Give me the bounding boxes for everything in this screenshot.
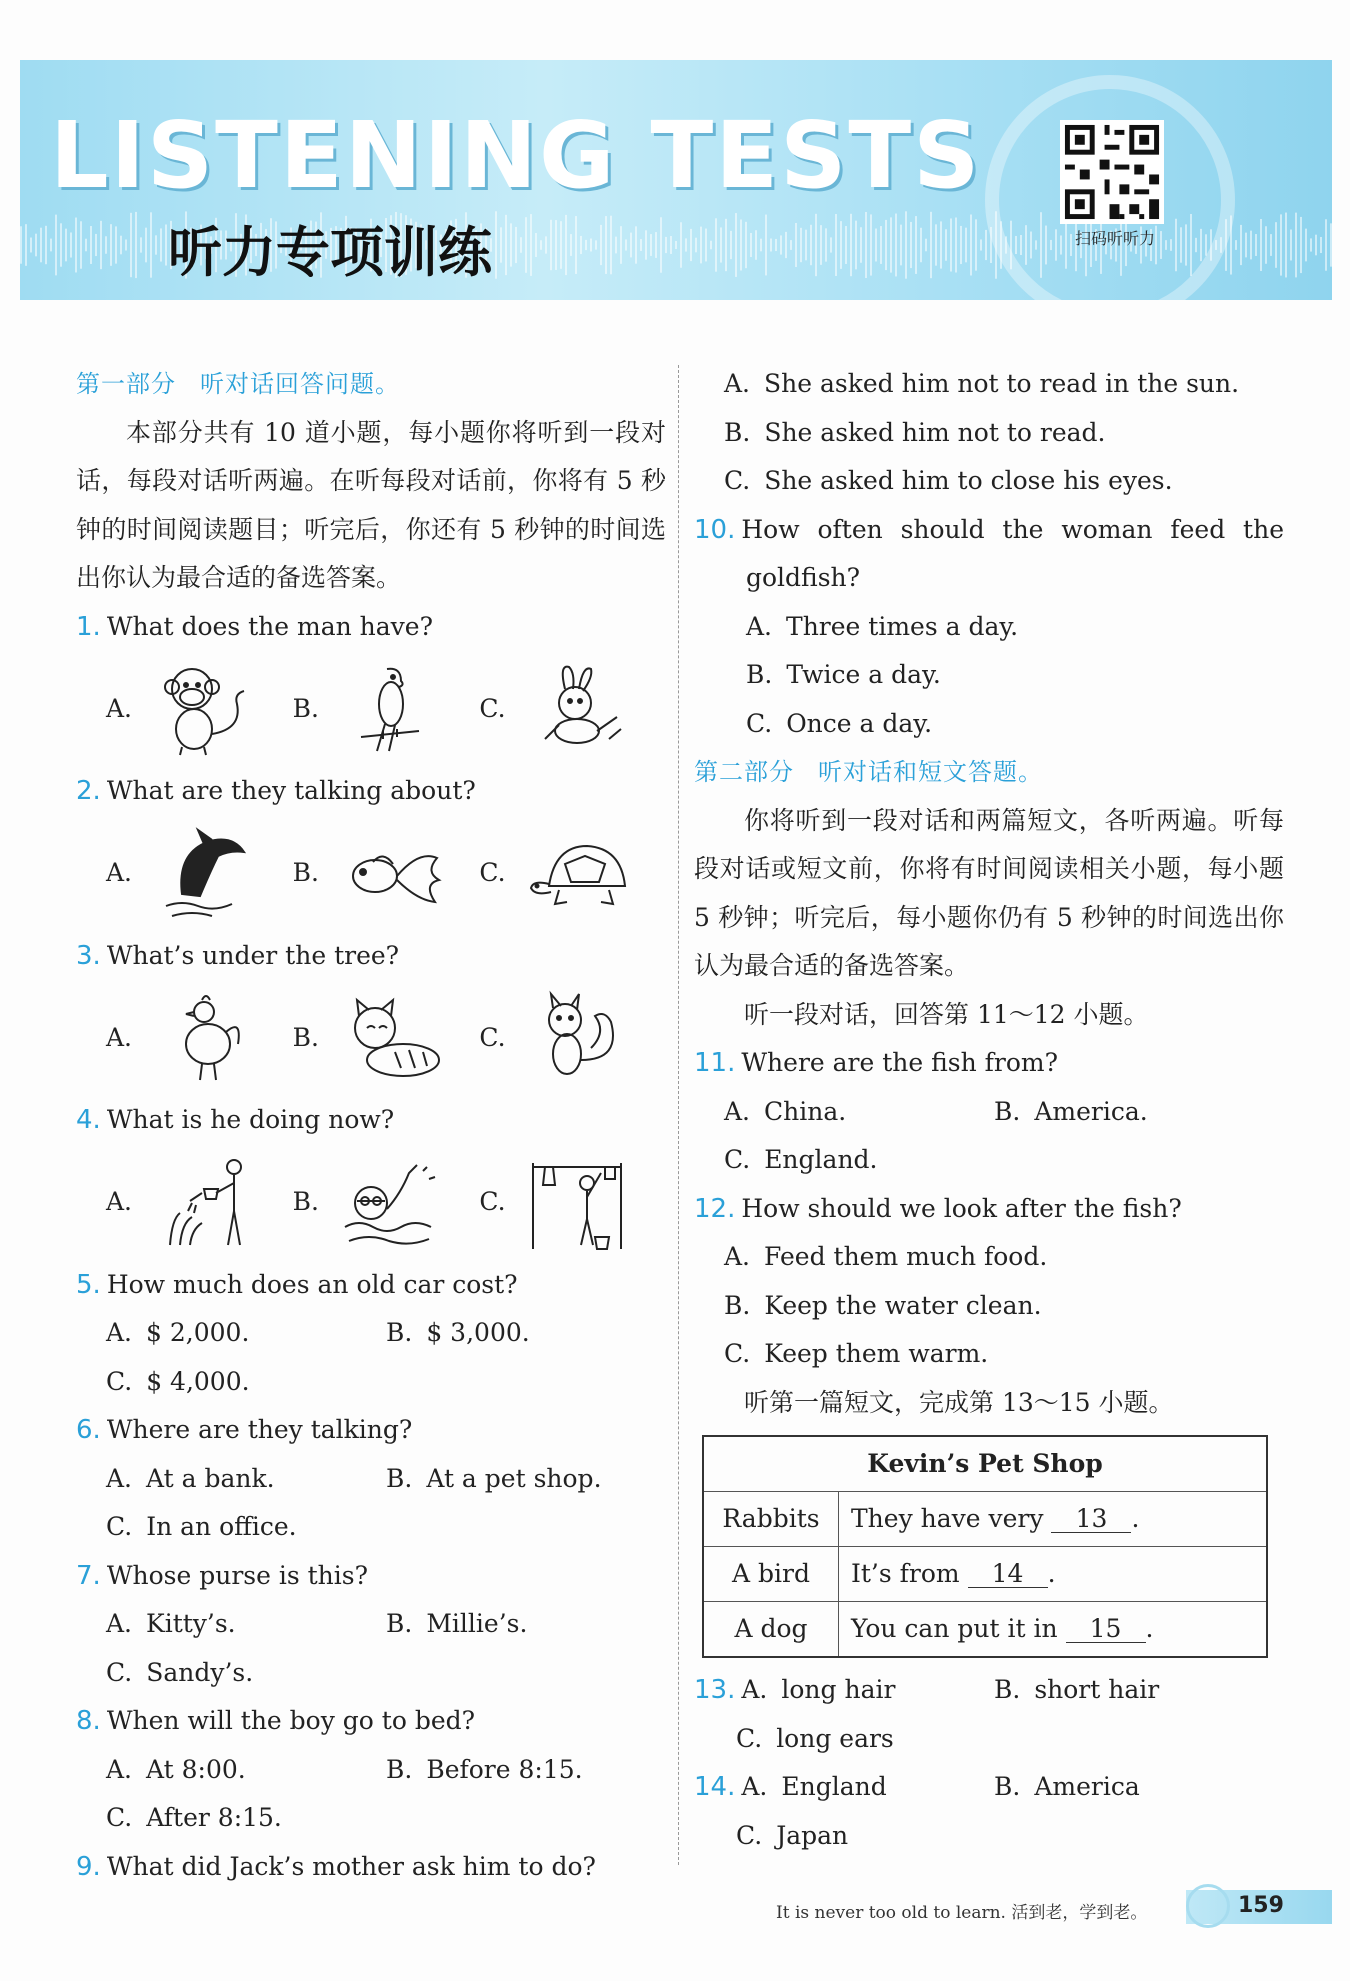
option-c[interactable]: C. She asked him to close his eyes. xyxy=(724,466,1173,495)
answer-blank[interactable]: 13 xyxy=(1051,1506,1131,1533)
question-number: 12. xyxy=(694,1193,736,1224)
question-number: 4. xyxy=(76,1105,101,1135)
row-label: Rabbits xyxy=(703,1492,839,1547)
question-text: When will the boy go to bed? xyxy=(106,1706,476,1735)
cat-icon xyxy=(339,988,449,1088)
hanging-clothes-icon xyxy=(525,1153,635,1253)
question-text: Whose purse is this? xyxy=(106,1560,369,1590)
part2-instructions: 你将听到一段对话和两篇短文，各听两遍。听每段对话或短文前，你将有时间阅读相关小题，每小题 5 秒钟；听完后，每小题你仍有 5 秒钟的时间选出你认为最合适的备选答案。 xyxy=(694,805,1284,980)
question-text: What are they talking about? xyxy=(106,776,476,805)
option-c[interactable]: C. $ 4,000. xyxy=(106,1366,250,1396)
question-12 xyxy=(694,1185,1284,1234)
option-c[interactable]: C. After 8:15. xyxy=(106,1803,282,1832)
row-label: A bird xyxy=(703,1547,839,1602)
question-number: 8. xyxy=(76,1706,101,1736)
question-text: Where are the fish from? xyxy=(741,1048,1059,1077)
swimming-icon xyxy=(339,1153,449,1253)
question-text: Where are they talking? xyxy=(106,1415,413,1444)
question-number: 3. xyxy=(76,940,101,971)
rabbit-icon xyxy=(525,659,635,759)
right-column xyxy=(694,360,1284,1860)
option-a[interactable]: A. xyxy=(106,1153,293,1253)
question-text: How much does an old car cost? xyxy=(106,1269,518,1299)
part1-instructions: 本部分共有 10 道小题，每小题你将听到一段对话，每段对话听两遍。在听每段对话前，你将有 5 秒钟的时间阅读题目；听完后，你还有 5 秒钟的时间选出你认为最合适的备选答案。 xyxy=(76,417,666,592)
question-14-option-c-row xyxy=(694,1812,1284,1861)
option-a[interactable]: A. xyxy=(106,824,293,924)
watering-plants-icon xyxy=(152,1153,262,1253)
question-text: How often should the woman feed the goldfish? xyxy=(741,514,1284,592)
option-b[interactable]: B. At a pet shop. xyxy=(386,1463,602,1493)
part2-title-number: 第二部分 xyxy=(694,758,794,786)
goldfish-icon xyxy=(339,824,449,924)
question-7-options xyxy=(76,1600,666,1697)
question-7 xyxy=(76,1552,666,1601)
option-c[interactable]: C. Japan xyxy=(736,1820,849,1850)
question-text: What does the man have? xyxy=(106,611,434,641)
question-number: 7. xyxy=(76,1560,101,1591)
option-b[interactable]: B. $ 3,000. xyxy=(386,1318,530,1347)
table-row xyxy=(703,1547,1267,1602)
header-banner xyxy=(20,60,1332,300)
option-b[interactable]: B. xyxy=(293,659,480,759)
question-number: 9. xyxy=(76,1851,101,1882)
question-number: 5. xyxy=(76,1269,101,1300)
monkey-icon xyxy=(152,659,262,759)
option-c[interactable]: C. xyxy=(479,824,666,924)
option-b[interactable]: B. America. xyxy=(994,1096,1148,1126)
option-c[interactable]: C. In an office. xyxy=(106,1512,297,1541)
option-c[interactable]: C. Once a day. xyxy=(746,708,933,738)
option-a[interactable]: A. Kitty’s. xyxy=(106,1609,236,1638)
question-13-option-c-row xyxy=(694,1715,1284,1764)
option-c[interactable]: C. Keep them warm. xyxy=(724,1339,989,1368)
option-b[interactable]: B. Before 8:15. xyxy=(386,1754,583,1784)
part2-title xyxy=(694,748,1284,797)
question-4-pictures xyxy=(76,1145,666,1261)
hen-icon xyxy=(152,988,262,1088)
title-chinese: 听力专项训练 xyxy=(168,221,492,284)
question-text: How should we look after the fish? xyxy=(741,1193,1182,1223)
question-5-options xyxy=(76,1309,666,1406)
dialog-instruction: 听一段对话，回答第 11～12 小题。 xyxy=(744,999,1149,1029)
left-column xyxy=(76,360,666,1891)
question-2-pictures xyxy=(76,816,666,932)
option-a[interactable]: A. xyxy=(106,988,293,1088)
option-b[interactable]: B. Millie’s. xyxy=(386,1609,528,1638)
question-9-options xyxy=(694,360,1284,506)
option-a[interactable]: A. At a bank. xyxy=(106,1463,275,1493)
table-row xyxy=(703,1492,1267,1547)
option-b[interactable]: B. xyxy=(293,824,480,924)
option-b[interactable]: B. She asked him not to read. xyxy=(724,417,1106,447)
option-b[interactable]: B. Twice a day. xyxy=(746,660,941,689)
option-c[interactable]: C. long ears xyxy=(736,1723,894,1753)
question-10 xyxy=(694,506,1284,603)
turtle-icon xyxy=(525,824,635,924)
option-b[interactable]: B. xyxy=(293,988,480,1088)
option-c[interactable]: C. xyxy=(479,1153,666,1253)
part1-title-text: 听对话回答问题。 xyxy=(200,370,400,398)
answer-blank[interactable]: 14 xyxy=(968,1561,1048,1588)
page-circle-decoration xyxy=(1186,1884,1230,1928)
question-11-options xyxy=(694,1088,1284,1185)
option-b[interactable]: B. Keep the water clean. xyxy=(724,1290,1042,1320)
question-2 xyxy=(76,767,666,816)
question-11 xyxy=(694,1039,1284,1088)
question-4 xyxy=(76,1096,666,1145)
option-c[interactable]: C. xyxy=(479,659,666,759)
dolphin-icon xyxy=(152,824,262,924)
option-a[interactable]: A. China. xyxy=(724,1096,847,1126)
question-1-pictures xyxy=(76,651,666,767)
question-12-options xyxy=(694,1233,1284,1379)
question-9 xyxy=(76,1843,666,1892)
option-b[interactable]: B. short hair xyxy=(994,1675,1160,1704)
question-text: What did Jack’s mother ask him to do? xyxy=(106,1851,596,1881)
row-content: You can put it in 15 . xyxy=(839,1602,1268,1658)
row-content: They have very 13 . xyxy=(839,1492,1268,1547)
question-text: What’s under the tree? xyxy=(106,940,400,970)
passage-instruction: 听第一篇短文，完成第 13～15 小题。 xyxy=(744,1387,1174,1417)
part2-title-text: 听对话和短文答题。 xyxy=(818,758,1043,786)
option-c[interactable]: C. xyxy=(479,988,666,1088)
table-row xyxy=(703,1602,1267,1658)
question-number: 11. xyxy=(694,1048,736,1078)
question-number: 10. xyxy=(694,514,736,545)
answer-blank[interactable]: 15 xyxy=(1066,1616,1146,1643)
question-6 xyxy=(76,1406,666,1455)
question-3 xyxy=(76,932,666,981)
question-number: 1. xyxy=(76,611,101,642)
option-a[interactable]: 13. A. long hair xyxy=(694,1675,896,1705)
question-text: What is he doing now? xyxy=(106,1105,395,1134)
parrot-icon xyxy=(339,659,449,759)
option-a[interactable]: A. At 8:00. xyxy=(106,1754,246,1784)
qr-code-icon[interactable] xyxy=(1060,120,1164,224)
question-14 xyxy=(694,1763,1284,1812)
option-c[interactable]: C. England. xyxy=(724,1145,878,1174)
question-8 xyxy=(76,1697,666,1746)
option-a[interactable]: A. xyxy=(106,659,293,759)
qr-code-label: 扫码听听力 xyxy=(1074,229,1155,248)
question-13 xyxy=(694,1666,1284,1715)
row-label: A dog xyxy=(703,1602,839,1658)
table-title: Kevin’s Pet Shop xyxy=(703,1436,1267,1492)
option-a[interactable]: A. She asked him not to read in the sun. xyxy=(724,369,1240,398)
option-b[interactable]: B. xyxy=(293,1153,480,1253)
title-english: LISTENING TESTS xyxy=(50,102,982,209)
question-10-options xyxy=(694,603,1284,749)
page-number: 159 xyxy=(1238,1893,1284,1918)
question-number: 6. xyxy=(76,1415,101,1445)
option-a[interactable]: A. Three times a day. xyxy=(746,611,1019,641)
question-6-options xyxy=(76,1455,666,1552)
column-divider xyxy=(678,365,679,1865)
footer-motto: It is never too old to learn. 活到老，学到老。 xyxy=(776,1903,1148,1923)
option-c[interactable]: C. Sandy’s. xyxy=(106,1657,254,1687)
question-1 xyxy=(76,603,666,652)
option-b[interactable]: B. America xyxy=(994,1772,1140,1801)
option-a[interactable]: 14. A. England xyxy=(694,1772,887,1802)
question-5 xyxy=(76,1261,666,1310)
question-8-options xyxy=(76,1746,666,1843)
option-a[interactable]: A. Feed them much food. xyxy=(724,1242,1048,1271)
pet-shop-table xyxy=(702,1435,1268,1658)
question-number: 2. xyxy=(76,776,101,806)
row-content: It’s from 14 . xyxy=(839,1547,1268,1602)
part1-title xyxy=(76,360,666,409)
squirrel-icon xyxy=(525,988,635,1088)
option-a[interactable]: A. $ 2,000. xyxy=(106,1318,250,1347)
part1-title-number: 第一部分 xyxy=(76,370,176,398)
question-3-pictures xyxy=(76,980,666,1096)
